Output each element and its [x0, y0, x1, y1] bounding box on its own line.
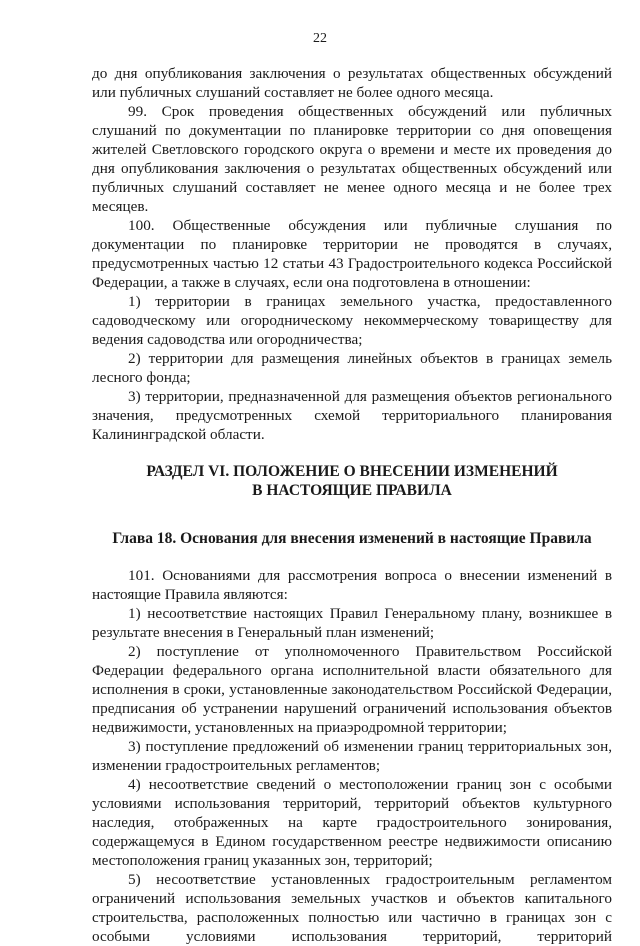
- chapter-heading: Глава 18. Основания для внесения изменений в настоящие Правила: [112, 530, 592, 547]
- paragraph-100: 100. Общественные обсуждения или публичные слушания по документации по планировке территории не проводятся в случаях, предусмотренных частью 12 статьи 43 Градостроительного кодекса Российской Федерации, а также в случаях, если она подготовлена в отношении:: [92, 217, 612, 291]
- section-heading: [92, 462, 612, 500]
- paragraph: до дня опубликования заключения о результатах общественных обсуждений или публичных слушаний составляет не более одного месяца.: [92, 65, 612, 101]
- list-item-101-5: 5) несоответствие установленных градостроительным регламентом ограничений использования земельных участков и объектов капитального строительства, расположенных полностью или частично в границах зон с особыми условиями использования территорий, территорий: [92, 871, 612, 945]
- list-item-100-3: 3) территории, предназначенной для размещения объектов регионального значения, предусмотренных схемой территориального планирования Калининградской области.: [92, 388, 612, 443]
- document-body: [92, 64, 612, 946]
- list-item-101-4: 4) несоответствие сведений о местоположении границ зон с особыми условиями использования территорий, территорий объектов культурного наследия, отображенных на карте градостроительного зонирования, содержащемуся в Едином государственном реестре недвижимости описанию местоположения границ указанных зон, территорий;: [92, 776, 612, 869]
- list-item-100-2: 2) территории для размещения линейных объектов в границах земель лесного фонда;: [92, 350, 612, 386]
- section-heading-line-1: РАЗДЕЛ VI. ПОЛОЖЕНИЕ О ВНЕСЕНИИ ИЗМЕНЕНИЙ: [146, 463, 558, 480]
- page-number: 22: [313, 31, 327, 46]
- list-item-101-1: 1) несоответствие настоящих Правил Генеральному плану, возникшее в результате внесения в Генеральный план изменений;: [92, 605, 612, 641]
- list-item-101-2: 2) поступление от уполномоченного Правительством Российской Федерации федерального органа исполнительной власти обязательного для исполнения в сроки, установленные законодательством Российской Федерации, предписания об устранении нарушений ограничений использования объектов недвижимости, установленных на приаэродромной территории;: [92, 643, 612, 736]
- paragraph-99: 99. Срок проведения общественных обсуждений или публичных слушаний по документации по планировке территории со дня оповещения жителей Светловского городского округа о времени и месте их проведения до дня опубликования заключения о результатах общественных обсуждений или публичных слушаний составляет не менее одного месяца и не более трех месяцев.: [92, 103, 612, 215]
- list-item-101-3: 3) поступление предложений об изменении границ территориальных зон, изменении градостроительных регламентов;: [92, 738, 612, 774]
- section-heading-line-2: В НАСТОЯЩИЕ ПРАВИЛА: [252, 482, 452, 499]
- list-item-100-1: 1) территории в границах земельного участка, предоставленного садоводческому или огородническому некоммерческому товариществу для ведения садоводства или огородничества;: [92, 293, 612, 348]
- paragraph-101: 101. Основаниями для рассмотрения вопроса о внесении изменений в настоящие Правила являются:: [92, 567, 612, 603]
